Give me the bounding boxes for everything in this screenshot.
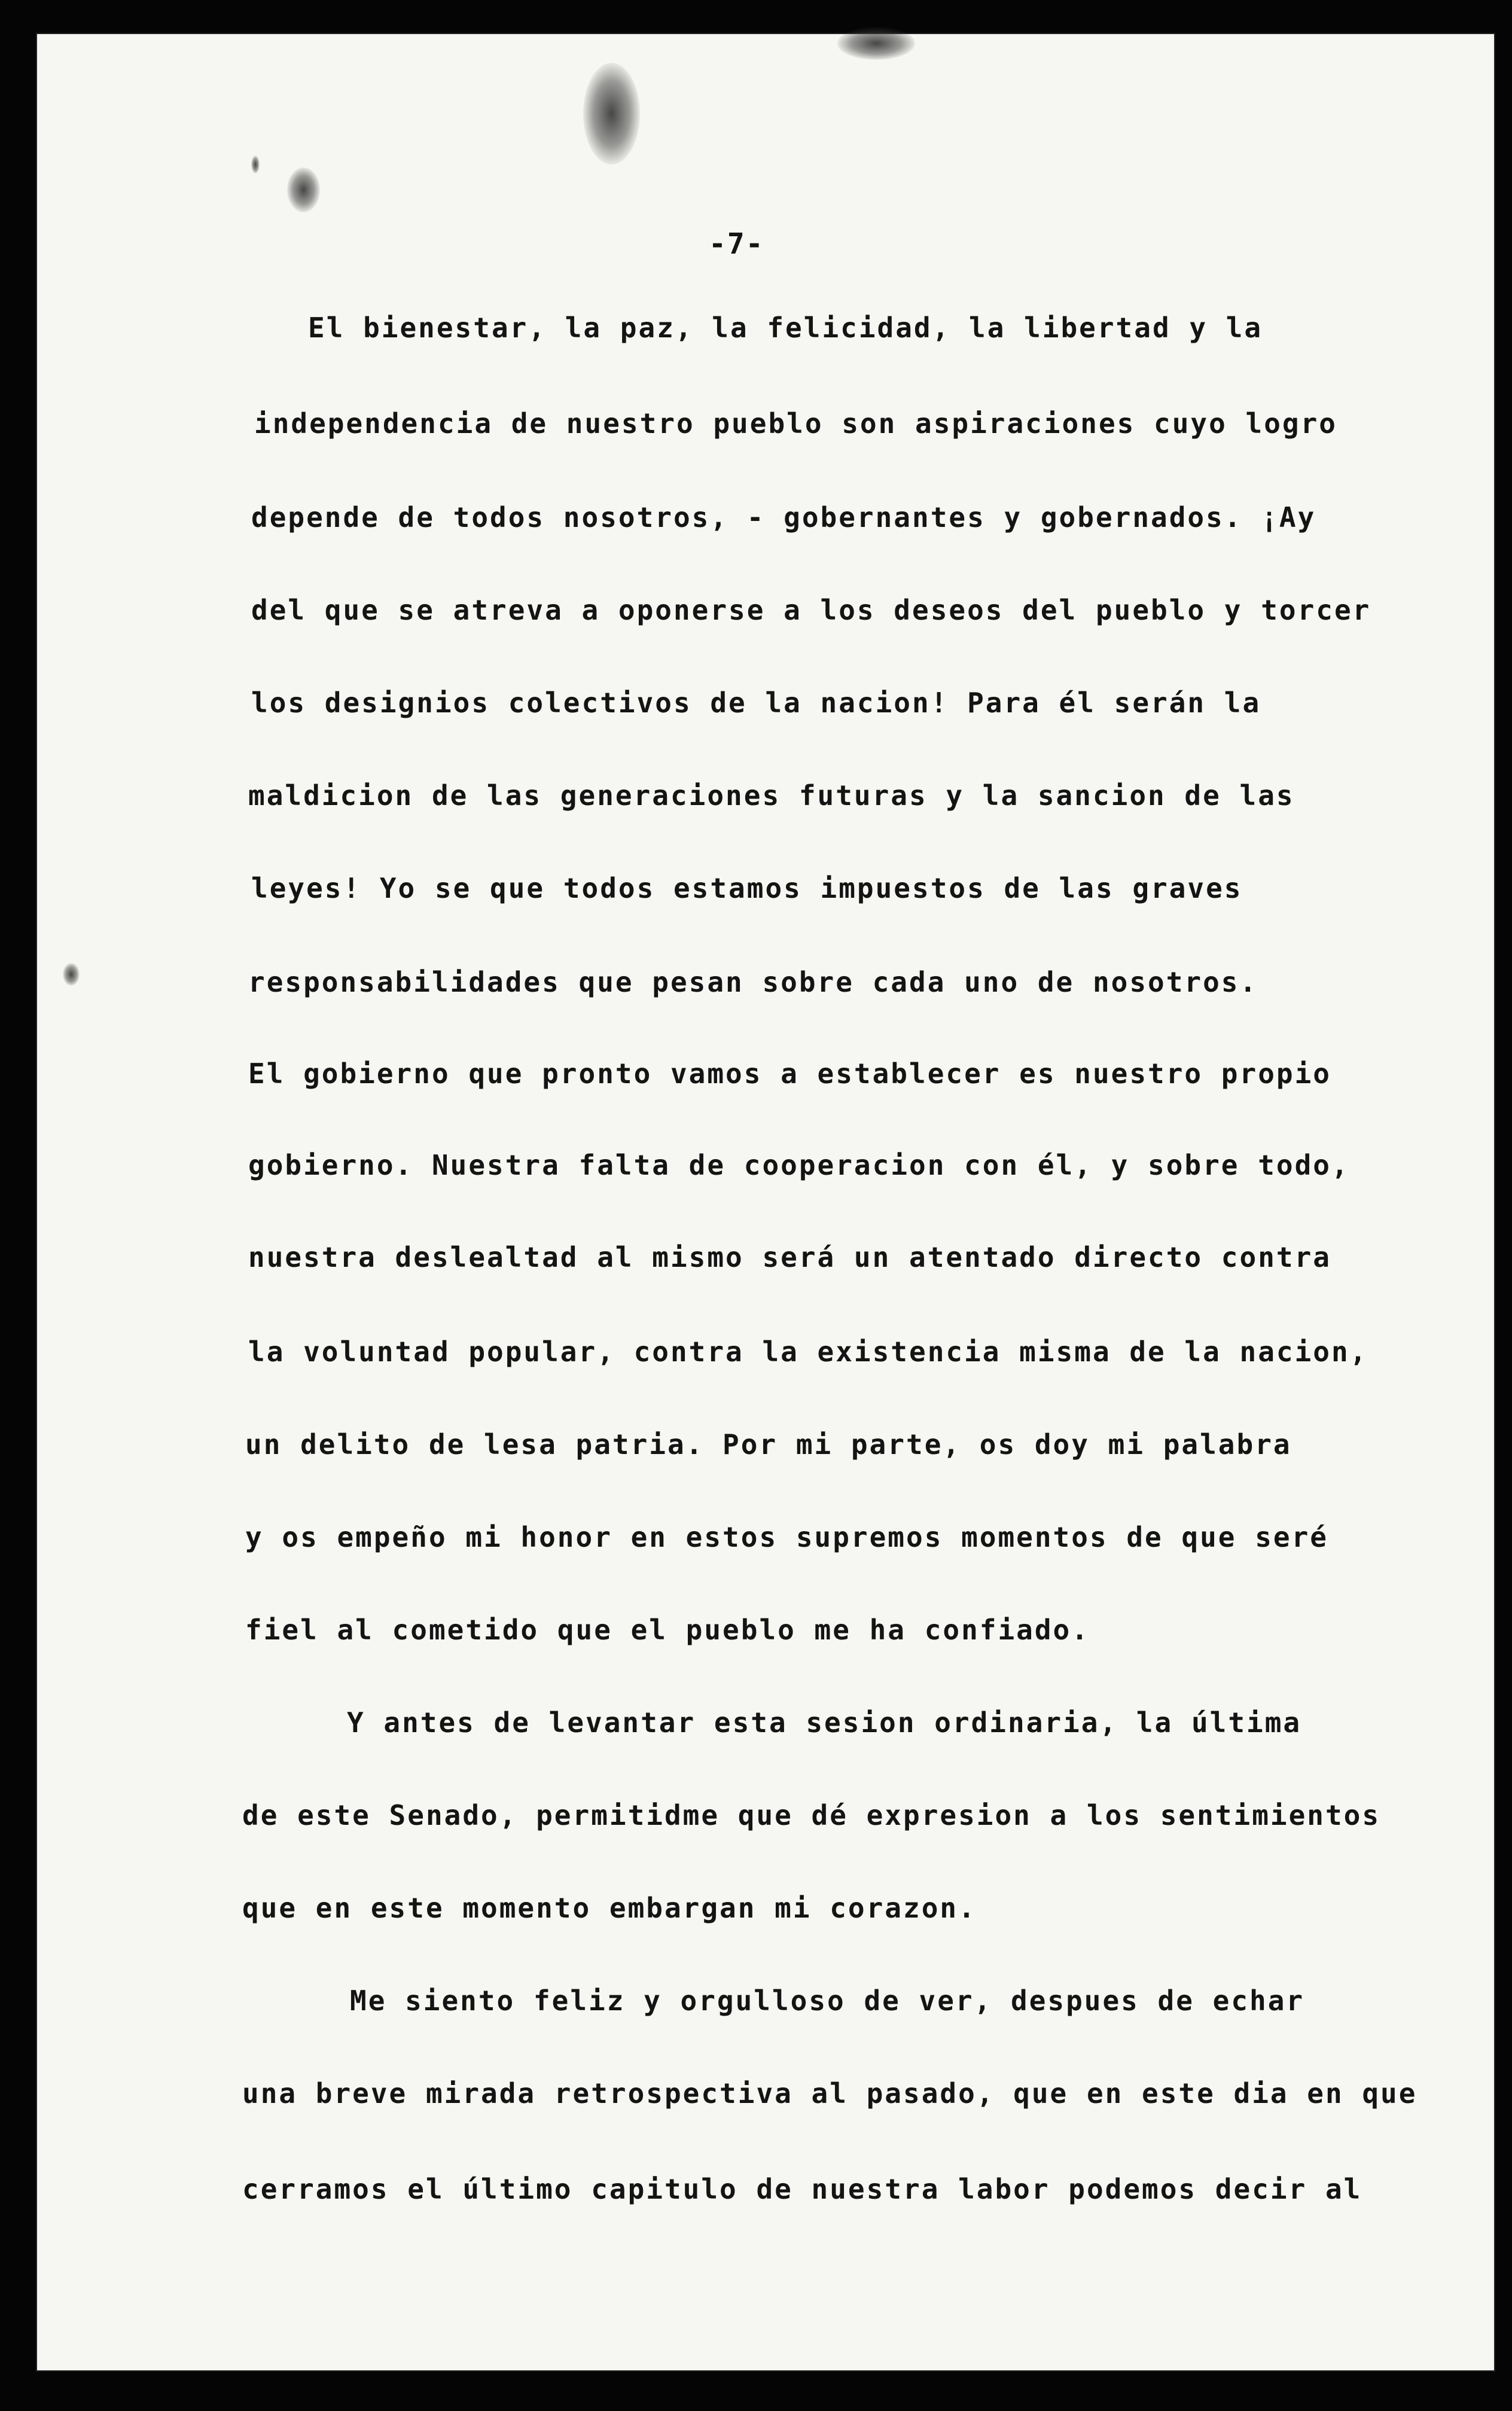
ink-blot-decoration: [583, 63, 640, 164]
text-line: Me siento feliz y orgulloso de ver, despues de echar: [350, 1985, 1305, 2017]
text-line: El bienestar, la paz, la felicidad, la libertad y la: [308, 312, 1263, 344]
text-line: depende de todos nosotros, - gobernantes y gobernados. ¡Ay: [251, 501, 1316, 534]
text-line: un delito de lesa patria. Por mi parte, os doy mi palabra: [245, 1428, 1292, 1461]
text-line: de este Senado, permitidme que dé expresion a los sentimientos: [242, 1799, 1381, 1831]
text-line: fiel al cometido que el pueblo me ha confiado.: [245, 1614, 1090, 1646]
text-line: y os empeño mi honor en estos supremos momentos de que seré: [245, 1521, 1328, 1553]
text-line: maldicion de las generaciones futuras y la sancion de las: [248, 779, 1295, 812]
text-line: nuestra deslealtad al mismo será un atentado directo contra: [248, 1241, 1331, 1273]
text-line: la voluntad popular, contra la existencia misma de la nacion,: [248, 1336, 1368, 1368]
text-line: los designios colectivos de la nacion! Para él serán la: [251, 687, 1261, 719]
text-line: del que se atreva a oponerse a los deseos del pueblo y torcer: [251, 594, 1371, 626]
text-line: independencia de nuestro pueblo son aspiraciones cuyo logro: [254, 407, 1337, 440]
ink-speck-decoration: [837, 27, 915, 60]
text-line: que en este momento embargan mi corazon.: [242, 1892, 977, 1924]
ink-speck-decoration: [251, 156, 260, 173]
text-line: gobierno. Nuestra falta de cooperacion con él, y sobre todo,: [248, 1149, 1350, 1181]
document-page: [36, 33, 1495, 2372]
text-line: una breve mirada retrospectiva al pasado, que en este dia en que: [242, 2077, 1418, 2110]
text-line: leyes! Yo se que todos estamos impuestos de las graves: [251, 872, 1243, 904]
text-line: responsabilidades que pesan sobre cada uno de nosotros.: [248, 966, 1258, 998]
page-number: -7-: [709, 227, 764, 261]
text-line: Y antes de levantar esta sesion ordinaria, la última: [347, 1706, 1302, 1739]
text-line: El gobierno que pronto vamos a establecer es nuestro propio: [248, 1057, 1331, 1090]
text-line: cerramos el último capitulo de nuestra labor podemos decir al: [242, 2173, 1362, 2205]
ink-speck-decoration: [63, 963, 80, 986]
ink-speck-decoration: [287, 167, 320, 212]
